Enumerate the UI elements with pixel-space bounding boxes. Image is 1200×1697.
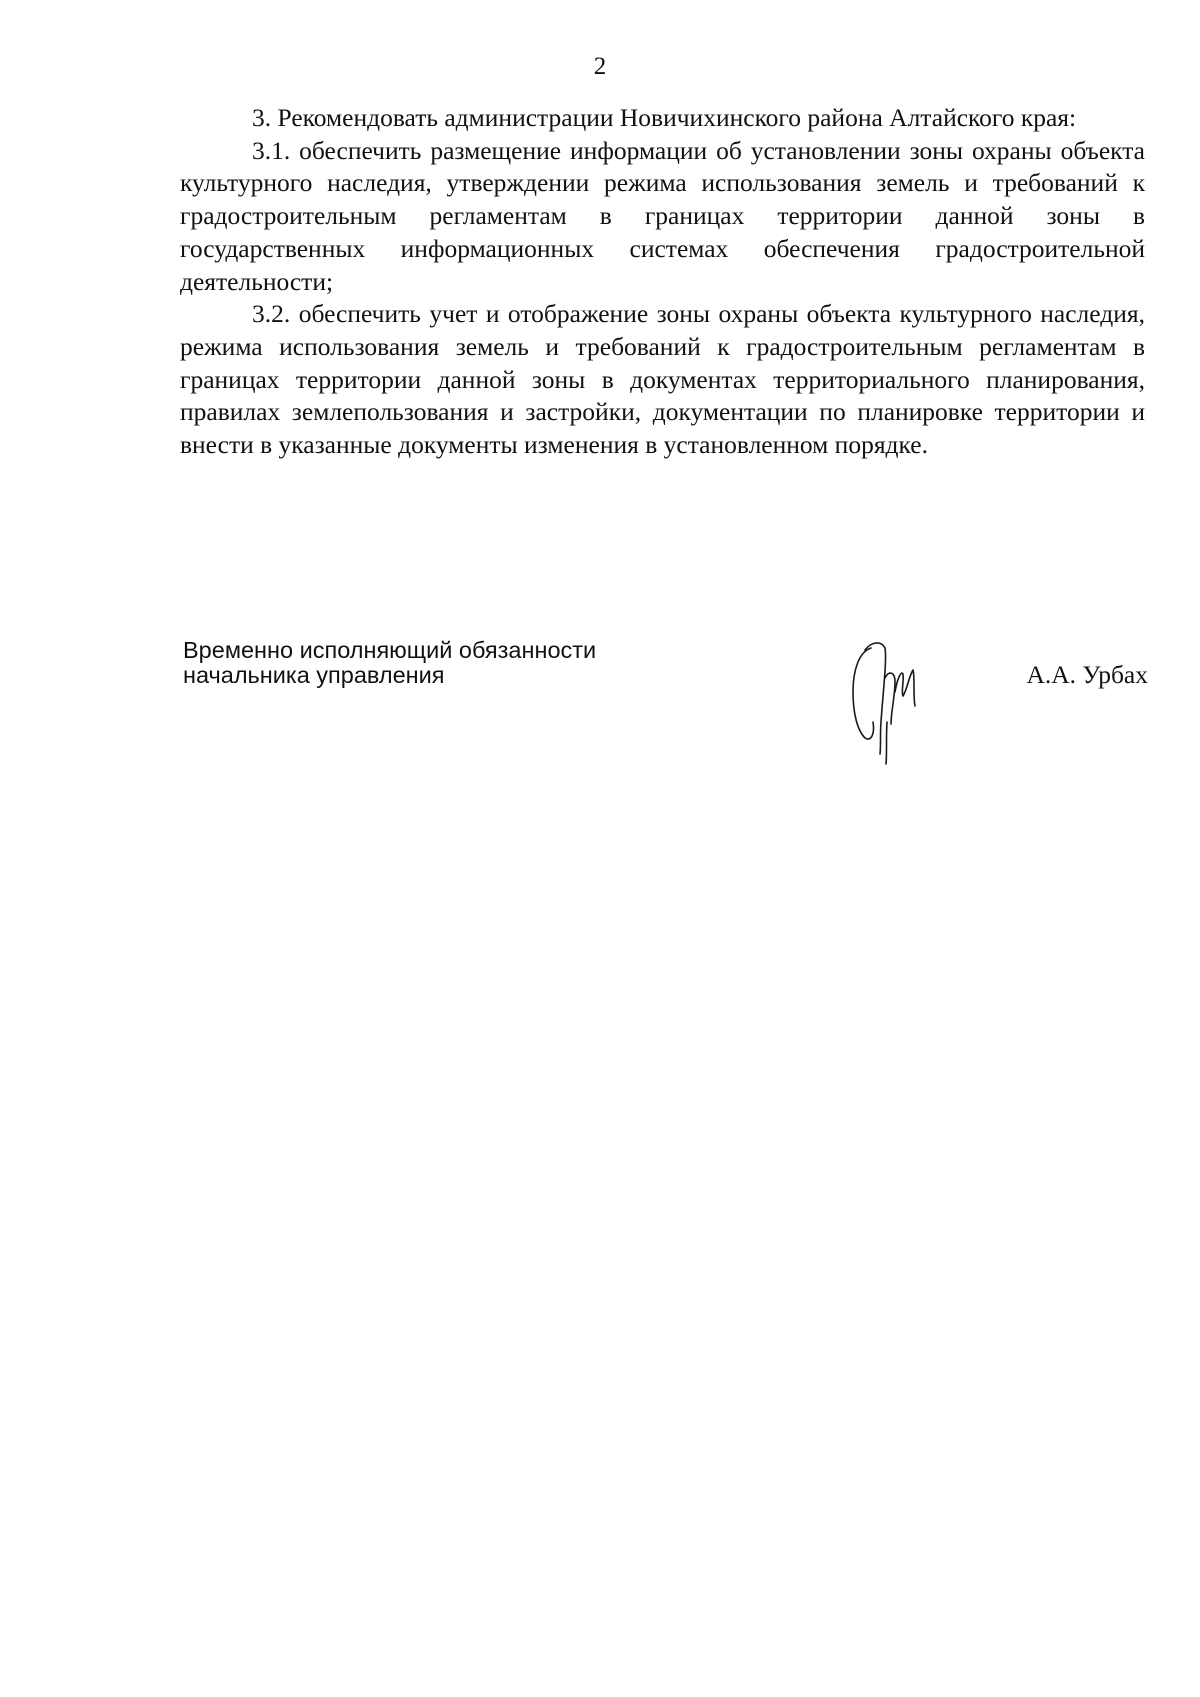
paragraph-3-2: 3.2. обеспечить учет и отображение зоны охраны объекта культурного наследия, режима использования земель и требований к градостроительным регламентам в границах территории данной зоны в документах территориального планирования, правилах землепользования и застройки, документации по планировке территории и внести в указанные документы изменения в установленном порядке. bbox=[180, 299, 1145, 460]
document-body bbox=[180, 102, 1145, 462]
signer-position-line-2: начальника управления bbox=[183, 662, 445, 688]
signer-position-line-1: Временно исполняющий обязанности bbox=[183, 637, 597, 663]
paragraph-3-1: 3.1. обеспечить размещение информации об установлении зоны охраны объекта культурного наследия, утверждении режима использования земель и требований к градостроительным регламентам в границах территории данной зоны в государственных информационных системах обеспечения градостроительной деятельности; bbox=[180, 135, 1145, 296]
signer-name: А.А. Урбах bbox=[1026, 660, 1148, 689]
page-number: 2 bbox=[593, 53, 607, 80]
paragraph-3: 3. Рекомендовать администрации Новичихинского района Алтайского края: bbox=[252, 103, 1077, 132]
handwritten-signature-icon bbox=[831, 630, 941, 770]
signer-position bbox=[183, 638, 703, 688]
signature-block bbox=[183, 638, 1148, 778]
